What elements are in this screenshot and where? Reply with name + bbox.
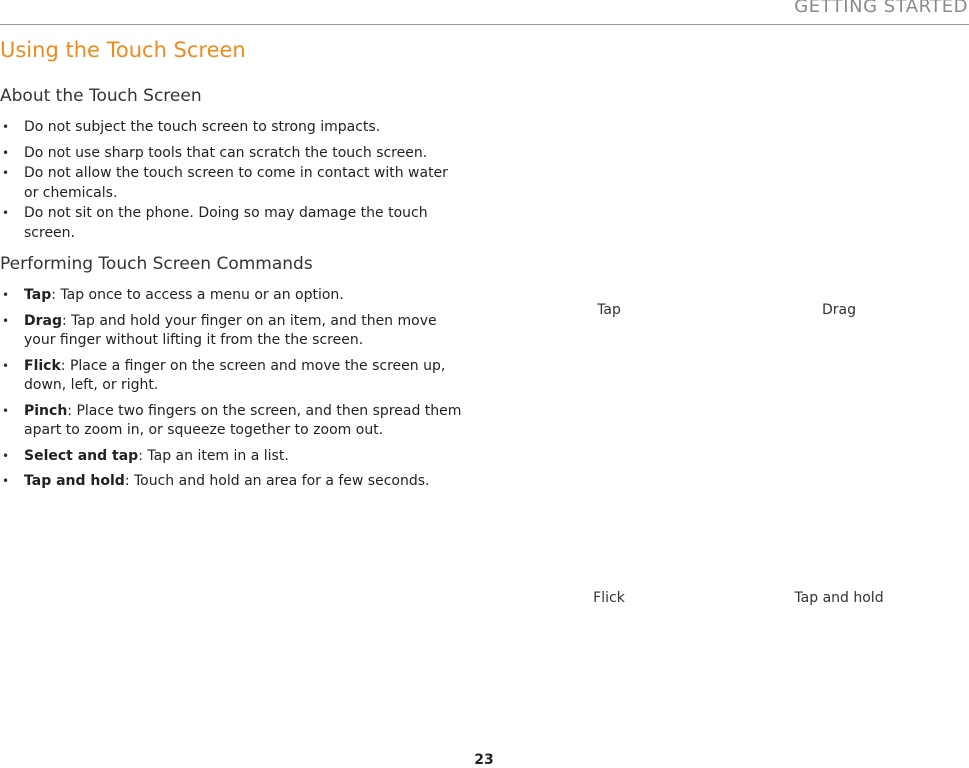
list-item: • Do not allow the touch screen to come in contact with water or chemicals.	[2, 165, 448, 201]
list-item: • Flick: Place a finger on the screen and move the screen up, down, left, or right.	[2, 357, 446, 393]
page-title: Using the Touch Screen	[0, 38, 246, 62]
figure-caption-flick: Flick	[593, 590, 625, 606]
bullet-icon: •	[2, 288, 10, 302]
list-item: • Pinch: Place two fingers on the screen, and then spread them apart to zoom in, or squeeze together to zoom out.	[2, 402, 462, 438]
bullet-icon: •	[2, 120, 10, 134]
list-item: • Select and tap: Tap an item in a list.	[0, 447, 462, 467]
bullet-icon: •	[2, 358, 10, 373]
list-item: • Do not sit on the phone. Doing so may damage the touch screen.	[2, 205, 428, 241]
bullet-icon: •	[2, 145, 10, 160]
figure-caption-tap-and-hold: Tap and hold	[794, 590, 884, 606]
bullet-icon: •	[2, 474, 10, 488]
bullet-icon: •	[2, 166, 10, 180]
bullet-icon: •	[2, 448, 10, 463]
list-item: • Do not subject the touch screen to strong impacts.	[0, 118, 462, 138]
section-label: GETTING STARTED	[794, 0, 968, 17]
figure-caption-tap: Tap	[597, 302, 621, 318]
page-header	[0, 0, 969, 25]
about-heading: About the Touch Screen	[0, 86, 202, 106]
bullet-icon: •	[2, 313, 10, 328]
list-item: • Tap: Tap once to access a menu or an option.	[0, 286, 462, 306]
commands-heading: Performing Touch Screen Commands	[0, 254, 313, 274]
bullet-icon: •	[2, 403, 10, 418]
list-item: • Do not use sharp tools that can scratch the touch screen.	[0, 144, 462, 164]
list-item: • Tap and hold: Touch and hold an area for a few seconds.	[0, 472, 462, 492]
figure-caption-drag: Drag	[821, 302, 856, 318]
bullet-icon: •	[2, 206, 10, 220]
list-item: • Drag: Tap and hold your finger on an item, and then move your finger without lifting it from the the screen.	[2, 312, 437, 348]
commands-list	[0, 286, 462, 492]
page-number: 23	[474, 752, 494, 768]
about-list	[0, 118, 462, 243]
